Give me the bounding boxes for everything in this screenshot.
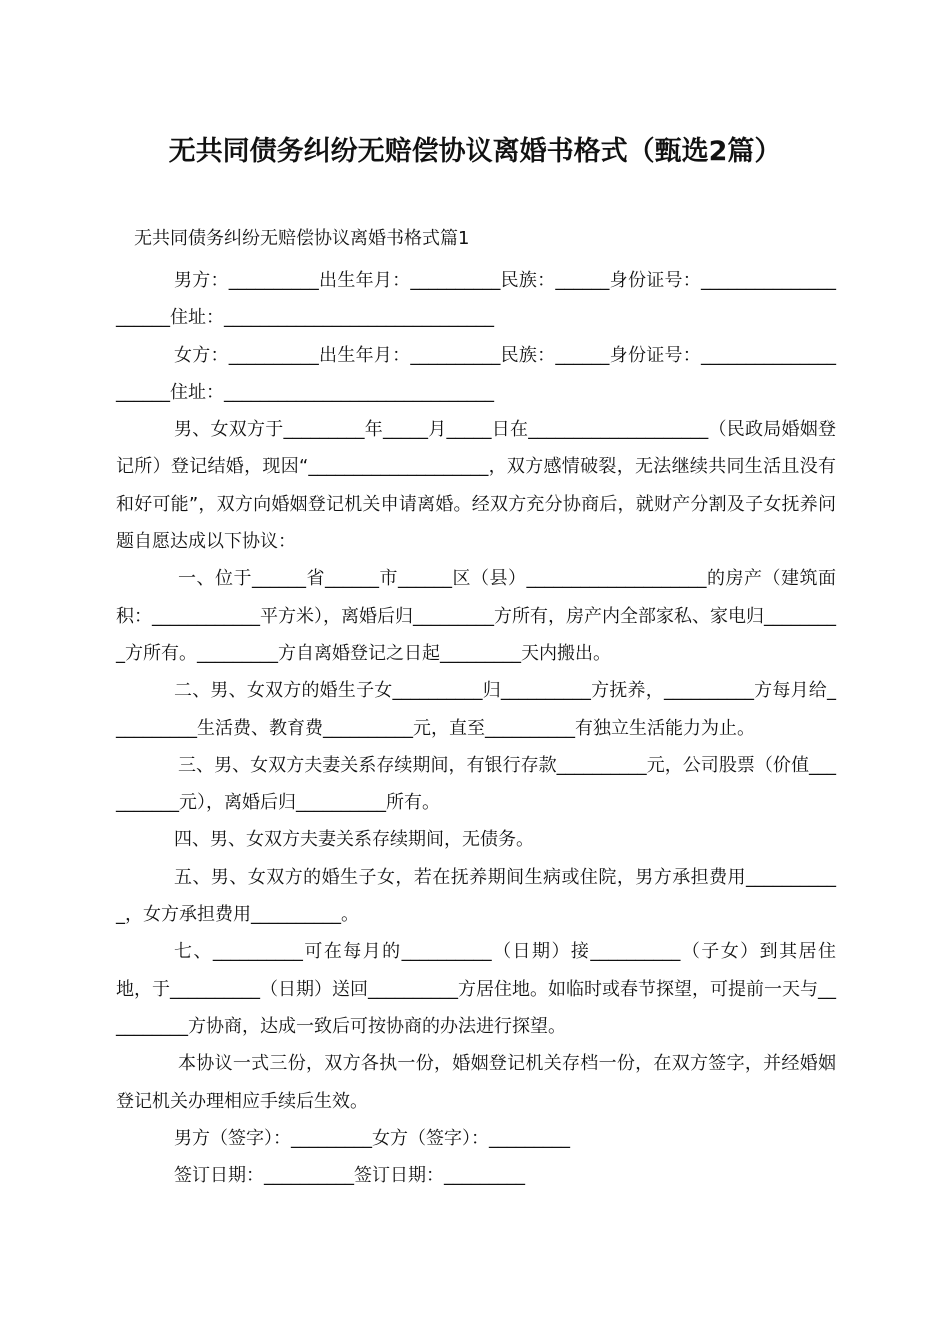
paragraph-clause-custody: 二、男、女双方的婚生子女__________归__________方抚养，__________方每月给__________生活费、教育费__________元，直至__________有独立生活能力为止。 [116, 680, 836, 739]
paragraph-clause-property: 一、位于______省______市______区（县）____________________的房产（建筑面积：____________平方米），离婚后归_________方所有，房产内全部家私、家电归_________方所有。_________方自离婚登记之日起_________天内搬出。 [116, 568, 836, 664]
paragraph-marriage-registration: 男、女双方于_________年_____月_____日在____________________（民政局婚姻登记所）登记结婚，现因“____________________，双方感情破裂，无法继续共同生活且没有和好可能”，双方向婚姻登记机关申请离婚。经双方充分协商后，就财产分割及子女抚养问题自愿达成以下协议： [116, 419, 836, 553]
paragraph-agreement-copies: 本协议一式三份，双方各执一份，婚姻登记机关存档一份，在双方签字，并经婚姻登记机关办理相应手续后生效。 [116, 1053, 836, 1112]
paragraph-clause-savings: 三、男、女双方夫妻关系存续期间，有银行存款__________元，公司股票（价值__________元），离婚后归__________所有。 [116, 754, 836, 814]
sign-date-line: 签订日期：__________签订日期：_________ [174, 1165, 525, 1187]
document-title: 无共同债务纠纷无赔偿协议离婚书格式（甄选2篇） [168, 136, 782, 167]
paragraph-male-info: 男方：__________出生年月：__________民族：______身份证号：_____________________住址：______________________________ [116, 270, 836, 329]
paragraph-female-info: 女方：__________出生年月：__________民族：______身份证号：_____________________住址：______________________________ [116, 344, 836, 403]
paragraph-clause-visitation: 七、__________可在每月的__________（日期）接__________（子女）到其居住地，于__________（日期）送回__________方居住地。如临时或春节探望，可提前一天与__________方协商，达成一致后可按协商的办法进行探望。 [116, 941, 836, 1037]
signature-line: 男方（签字）：_________女方（签字）：_________ [174, 1127, 570, 1149]
paragraph-clause-medical: 五、男、女双方的婚生子女，若在抚养期间生病或住院，男方承担费用___________，女方承担费用__________。 [116, 866, 836, 926]
section-heading: 无共同债务纠纷无赔偿协议离婚书格式篇1 [134, 228, 470, 249]
document-body [116, 262, 836, 1194]
paragraph-clause-debt: 四、男、女双方夫妻关系存续期间，无债务。 [174, 829, 534, 851]
